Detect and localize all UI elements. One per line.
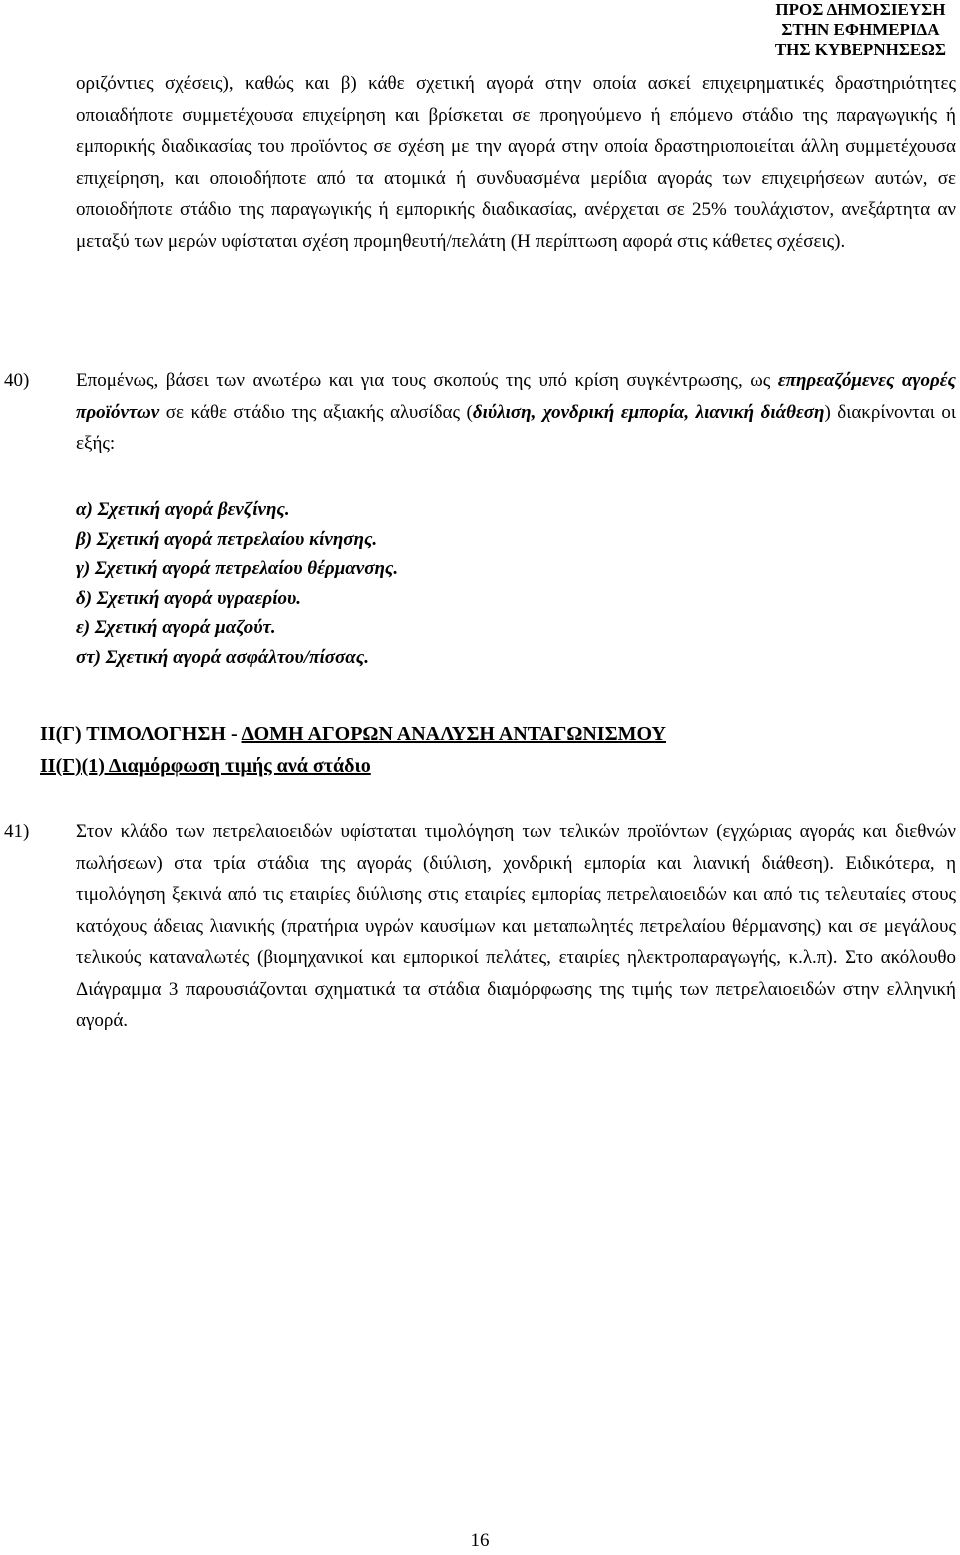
paragraph-number-41: 41) <box>4 821 30 842</box>
list-item: στ) Σχετική αγορά ασφάλτου/πίσσας. <box>76 646 369 668</box>
para40-affected-markets: επηρεαζόμενες αγορές προϊόντων <box>76 370 957 423</box>
publication-header <box>775 0 946 60</box>
continuation-text: οριζόντιες σχέσεις), καθώς και β) κάθε σχετική αγορά στην οποία ασκεί επιχειρηματικές δραστηριότητες οποιαδήποτε συμμετέχουσα επιχείρηση και βρίσκεται σε προηγούμενο ή επόμενο στάδιο της παραγωγικής ή εμπορικής διαδικασίας του προϊόντος σε σχέση με την αγορά στην οποία δραστηριοποιείται άλλη συμμετέχουσα επιχείρηση, και οποιοδήποτε από τα ατομικά ή συνδυασμένα μερίδια αγοράς των επιχειρήσεων αυτών, σε οποιοδήποτε στάδιο της παραγωγικής ή εμπορικής διαδικασίας, ανέρχεται σε 25% τουλάχιστον, ανεξάρτητα αν μεταξύ των μερών υφίσταται σχέση προμηθευτή/πελάτη (Η περίπτωση αφορά στις κάθετες σχέσεις). <box>76 73 956 252</box>
header-line-2: ΣΤΗΝ ΕΦΗΜΕΡΙΔΑ <box>781 20 940 39</box>
list-item: ε) Σχετική αγορά μαζούτ. <box>76 617 276 638</box>
header-line-1: ΠΡΟΣ ΔΗΜΟΣΙΕΥΣΗ <box>775 0 946 19</box>
section-subheading: ΙΙ(Γ)(1) Διαμόρφωση τιμής ανά στάδιο <box>40 755 371 777</box>
section-heading-prefix: ΙΙ(Γ) ΤΙΜΟΛΟΓΗΣΗ - <box>40 723 242 745</box>
list-item: α) Σχετική αγορά βενζίνης. <box>76 499 290 520</box>
para41-text: Στον κλάδο των πετρελαιοειδών υφίσταται τιμολόγηση των τελικών προϊόντων (εγχώριας αγοράς και διεθνών πωλήσεων) στα τρία στάδια της αγοράς (διύλιση, χονδρική εμπορία και λιανική διάθεση). Ειδικότερα, η τιμολόγηση ξεκινά από τις εταιρίες διύλισης στις εταιρίες εμπορίας πετρελαιοειδών και από τις τελευταίες στους κατόχους άδειας λιανικής (πρατήρια υγρών καυσίμων και μεταπωλητές πετρελαίου θέρμανσης) και σε μεγάλους τελικούς καταναλωτές (βιομηχανικοί και εμπορικοί πελάτες, εταιρίες ηλεκτροπαραγωγής, κ.λ.π). Στο ακόλουθο Διάγραμμα 3 παρουσιάζονται σχηματικά τα στάδια διαμόρφωσης της τιμής των πετρελαιοειδών στην ελληνική αγορά. <box>76 821 956 1031</box>
list-item: γ) Σχετική αγορά πετρελαίου θέρμανσης. <box>76 558 399 579</box>
continuation-paragraph <box>76 68 956 257</box>
page-number: 16 <box>470 1530 490 1551</box>
header-line-3: ΤΗΣ ΚΥΒΕΡΝΗΣΕΩΣ <box>774 40 946 59</box>
para40-text-5: ) διακρίνονται οι εξής: <box>76 401 956 454</box>
relevant-markets-list <box>76 495 398 672</box>
para40-value-chain-stages: διύλιση, χονδρική εμπορία, λιανική διάθεση <box>472 401 825 423</box>
paragraph-41 <box>76 816 956 1037</box>
list-item: δ) Σχετική αγορά υγραερίου. <box>76 587 302 609</box>
list-item: β) Σχετική αγορά πετρελαίου κίνησης. <box>76 528 378 550</box>
paragraph-40 <box>76 365 956 460</box>
section-heading-underlined: ΔΟΜΗ ΑΓΟΡΩΝ ΑΝΑΛΥΣΗ ΑΝΤΑΓΩΝΙΣΜΟΥ <box>241 723 666 745</box>
para40-text-1: Επομένως, βάσει των ανωτέρω και για τους σκοπούς της υπό κρίση συγκέντρωσης, ως <box>76 370 778 391</box>
paragraph-number-40: 40) <box>4 370 30 391</box>
section-heading <box>40 718 666 782</box>
para40-text-3: σε κάθε στάδιο της αξιακής αλυσίδας ( <box>159 401 473 423</box>
